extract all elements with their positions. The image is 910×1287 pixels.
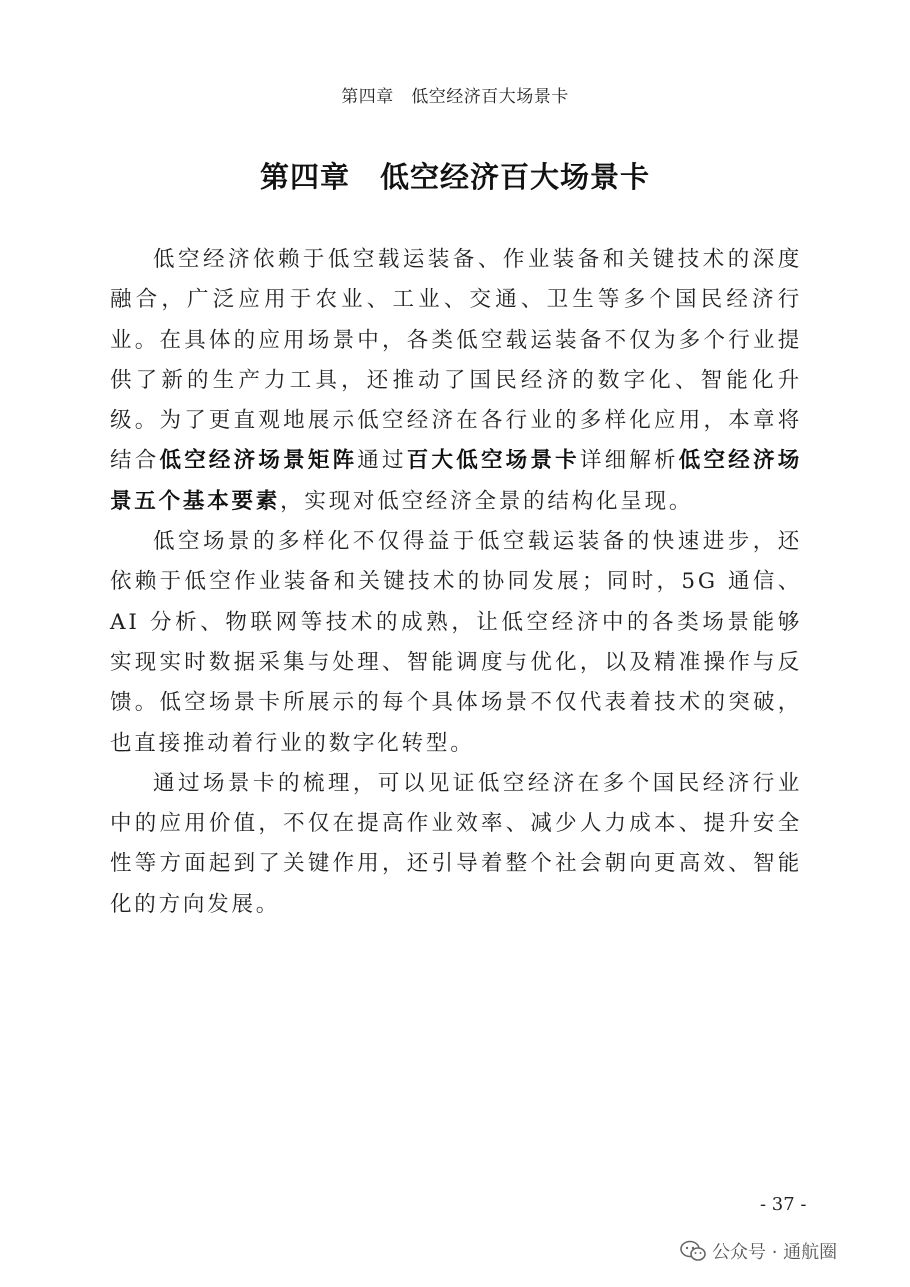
- text-run: 通过: [357, 448, 407, 474]
- running-header: 第四章 低空经济百大场景卡: [341, 87, 569, 107]
- bold-term: 低空经济场景五个基本要素: [110, 448, 803, 514]
- paragraph-3: [110, 764, 802, 925]
- paragraph-1: [110, 240, 802, 522]
- page-number: - 37 -: [760, 1194, 807, 1215]
- bold-term: 百大低空场景卡: [406, 448, 580, 474]
- chapter-title: 第四章 低空经济百大场景卡: [259, 160, 650, 194]
- text-run: 低空场景的多样化不仅得益于低空载运装备的快速进步，还依赖于低空作业装备和关键技术的协同发展；同时，5G 通信、AI 分析、物联网等技术的成熟，让低空经济中的各类场景能够实现实时数据采集与处理、智能调度与优化，以及精准操作与反馈。低空场景卡所展示的每个具体场景不仅代表着技术的突破，也直接推动着行业的数字化转型。: [110, 529, 802, 756]
- watermark-text: 公众号 · 通航圈: [712, 1242, 838, 1263]
- watermark: [680, 1238, 837, 1264]
- text-run: 低空经济依赖于低空载运装备、作业装备和关键技术的深度融合，广泛应用于农业、工业、交通、卫生等多个国民经济行业。在具体的应用场景中，各类低空载运装备不仅为多个行业提供了新的生产力工具，还推动了国民经济的数字化、智能化升级。为了更直观地展示低空经济在各行业的多样化应用，本章将结合: [110, 247, 802, 474]
- text-run: 详细解析: [579, 448, 679, 474]
- paragraph-2: [110, 522, 802, 764]
- bold-term: 低空经济场景矩阵: [159, 448, 358, 474]
- text-run: ，实现对低空经济全景的结构化呈现。: [280, 488, 694, 514]
- body-text: [110, 240, 802, 925]
- text-run: 通过场景卡的梳理，可以见证低空经济在多个国民经济行业中的应用价值，不仅在提高作业效率、减少人力成本、提升安全性等方面起到了关键作用，还引导着整个社会朝向更高效、智能化的方向发展。: [110, 770, 802, 917]
- wechat-icon: [680, 1240, 706, 1262]
